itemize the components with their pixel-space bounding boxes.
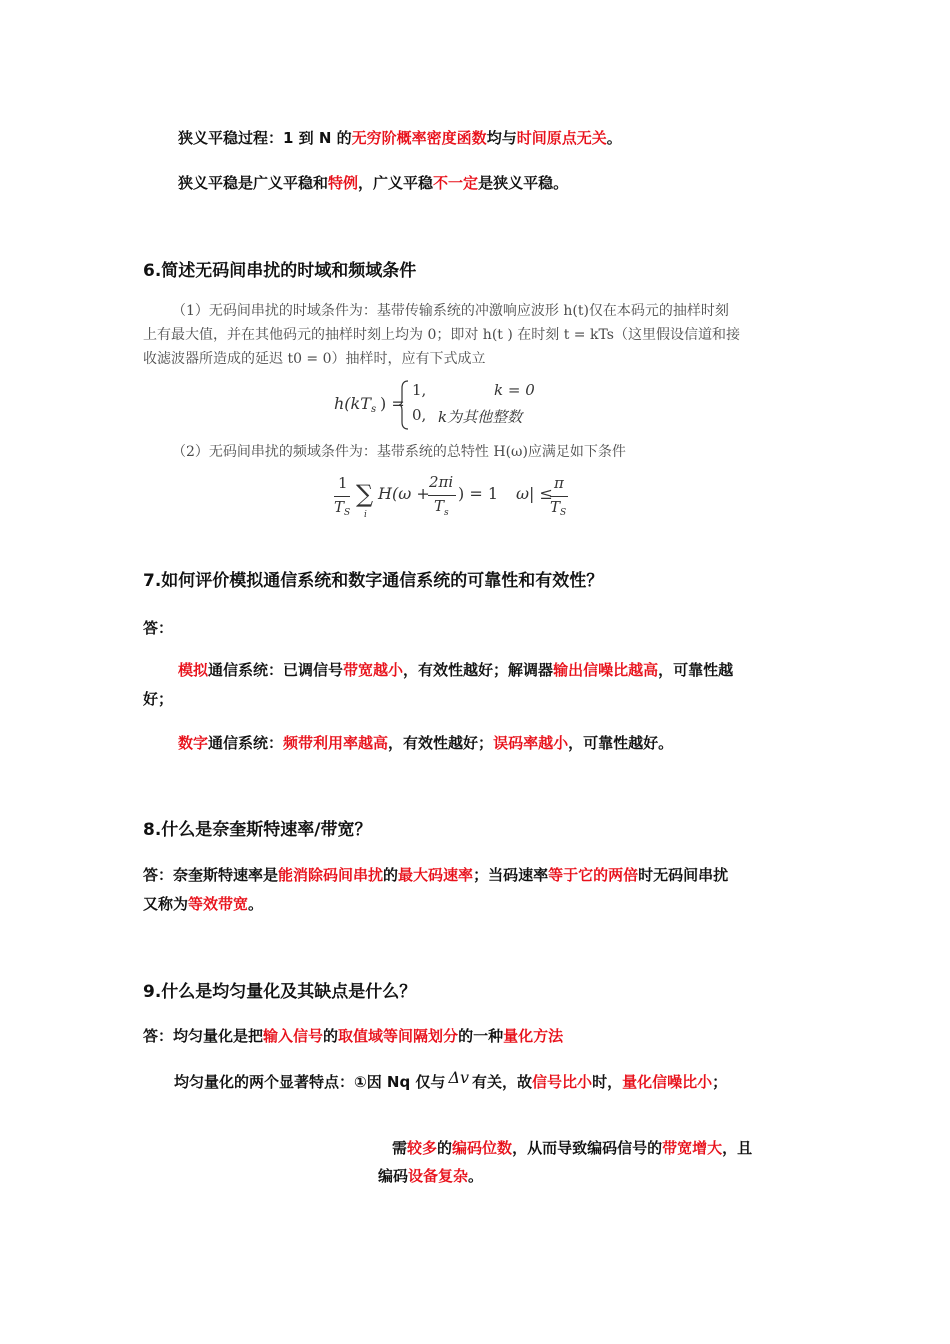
- highlight: 设备复杂: [408, 1167, 469, 1185]
- text-run: 通信系统：: [208, 734, 284, 752]
- case-2-condition: k为其他整数: [438, 408, 523, 426]
- q7-title: 7.如何评价模拟通信系统和数字通信系统的可靠性和有效性？: [143, 571, 604, 591]
- pi-fraction-bar: [550, 496, 568, 497]
- highlight: 量化信噪比小: [622, 1073, 713, 1091]
- highlight: 带宽越小: [343, 661, 404, 679]
- text-run: ，可靠性越好。: [568, 734, 674, 752]
- text-run: 需: [392, 1139, 408, 1157]
- text-run: 狭义平稳是广义平稳和: [178, 174, 329, 192]
- highlight: 等于它的两倍: [548, 866, 639, 884]
- text-run: 是狭义平稳。: [478, 174, 569, 192]
- text-run: ，广义平稳: [358, 174, 434, 192]
- q6-line-2: 上有最大值，并在其他码元的抽样时刻上均为 0；即对 h(t ) 在时刻 t = kTs（这里假设信道和接: [143, 327, 740, 343]
- highlight: 能消除码间串扰: [278, 866, 384, 884]
- q9-answer-line-2: [174, 1068, 728, 1092]
- q9-answer-line-1: [143, 1026, 563, 1046]
- text-run: 。: [468, 1167, 484, 1185]
- pi-sub: S: [560, 508, 567, 518]
- text-run: 时无码间串扰: [638, 866, 729, 884]
- highlight: 带宽增大: [662, 1139, 723, 1157]
- text-run: ，可靠性越: [658, 661, 734, 679]
- case-2-value: 0,: [412, 406, 427, 424]
- text-run: 均匀量化的两个显著特点：①因 Nq 仅与: [174, 1073, 446, 1091]
- q6-line-1: （1）无码间串扰的时域条件为：基带传输系统的冲激响应波形 h(t)仅在本码元的抽样时刻: [172, 303, 729, 319]
- highlight: 时间原点无关: [516, 129, 607, 147]
- text-run: ，有效性越好；解调器: [403, 661, 554, 679]
- text-run: ；: [712, 1073, 728, 1091]
- text-run: 又称为: [143, 895, 189, 913]
- q7-analog-line: [178, 660, 733, 680]
- pi-denominator: T: [550, 498, 561, 516]
- highlight: 量化方法: [503, 1027, 564, 1045]
- highlight: 不一定: [433, 174, 479, 192]
- text-run: 的: [323, 1027, 339, 1045]
- sum-symbol: ∑: [356, 480, 374, 508]
- q9-title: 9.什么是均匀量化及其缺点是什么？: [143, 982, 417, 1002]
- text-run: 答：均匀量化是把: [143, 1027, 264, 1045]
- text-run: ；当码速率: [473, 866, 549, 884]
- fraction-numerator: 1: [338, 474, 348, 492]
- text-run: 有关，故: [472, 1073, 533, 1091]
- inner-denominator: T: [434, 497, 445, 515]
- highlight: 特例: [328, 174, 359, 192]
- q8-answer-line-1: [143, 865, 728, 885]
- text-run: 通信系统：已调信号: [208, 661, 344, 679]
- text-run: 的: [437, 1139, 453, 1157]
- text-run: 均与: [486, 129, 517, 147]
- case-1-value: 1,: [412, 381, 427, 399]
- text-run: 的一种: [458, 1027, 504, 1045]
- delta-v-symbol: Δv: [448, 1068, 470, 1087]
- highlight: 等效带宽: [188, 895, 249, 913]
- fraction-bar: [334, 496, 350, 497]
- inner-fraction-bar: [428, 495, 456, 496]
- q7-digital-line: [178, 733, 673, 753]
- highlight: 信号比小: [532, 1073, 593, 1091]
- q7-analog-line-cont: 好；: [143, 690, 174, 708]
- fraction-denominator: T: [334, 498, 345, 516]
- q9-answer-line-4: [378, 1166, 483, 1186]
- highlight: 编码位数: [452, 1139, 513, 1157]
- transfer-function: H(ω +: [378, 484, 430, 503]
- text-run: ，有效性越好；: [388, 734, 494, 752]
- text-run: 答：奈奎斯特速率是: [143, 866, 279, 884]
- q6-line-3: 收滤波器所造成的延迟 t0 = 0）抽样时，应有下式成立: [143, 351, 486, 367]
- formula-lhs: h(kT: [334, 394, 371, 413]
- highlight: 较多: [407, 1139, 438, 1157]
- formula-rhs: ) =: [380, 394, 405, 413]
- highlight: 最大码速率: [398, 866, 474, 884]
- highlight: 输出信噪比越高: [553, 661, 659, 679]
- text-run: 狭义平稳过程：1 到 N 的: [178, 129, 352, 147]
- formula-sub: s: [371, 404, 377, 415]
- highlight: 误码率越小: [493, 734, 569, 752]
- q8-answer-line-2: [143, 894, 263, 914]
- text-run: ，从而导致编码信号的: [512, 1139, 663, 1157]
- text-run: 。: [606, 129, 622, 147]
- stationary-relation: [178, 173, 568, 193]
- highlight: 数字: [178, 734, 209, 752]
- text-run: ，且: [722, 1139, 753, 1157]
- highlight: 频带利用率越高: [283, 734, 389, 752]
- text-run: 编码: [378, 1167, 409, 1185]
- fraction-sub: S: [344, 508, 351, 518]
- highlight: 输入信号: [263, 1027, 324, 1045]
- text-run: 。: [248, 895, 264, 913]
- formula-equals: ) = 1: [458, 484, 498, 503]
- text-run: 的: [383, 866, 399, 884]
- time-domain-formula: [334, 378, 554, 430]
- brace-icon: [398, 380, 410, 430]
- sum-index: i: [364, 510, 367, 520]
- q7-answer-label: 答：: [143, 619, 174, 637]
- inner-sub: s: [444, 508, 449, 518]
- omega-condition: ω| ≤: [516, 484, 553, 503]
- inner-numerator: 2πi: [429, 473, 454, 491]
- q8-title: 8.什么是奈奎斯特速率/带宽？: [143, 820, 372, 840]
- q9-answer-line-3: [392, 1138, 752, 1158]
- highlight: 取值域等间隔划分: [338, 1027, 459, 1045]
- pi-numerator: π: [554, 474, 564, 492]
- highlight: 模拟: [178, 661, 209, 679]
- q6-line-4: （2）无码间串扰的频域条件为：基带系统的总特性 H(ω)应满足如下条件: [172, 444, 626, 460]
- case-1-condition: k = 0: [494, 381, 535, 399]
- highlight: 无穷阶概率密度函数: [351, 129, 487, 147]
- frequency-domain-formula: [334, 472, 574, 524]
- text-run: 时，: [592, 1073, 623, 1091]
- stationary-definition: [178, 128, 622, 148]
- q6-title: 6.简述无码间串扰的时域和频域条件: [143, 261, 417, 281]
